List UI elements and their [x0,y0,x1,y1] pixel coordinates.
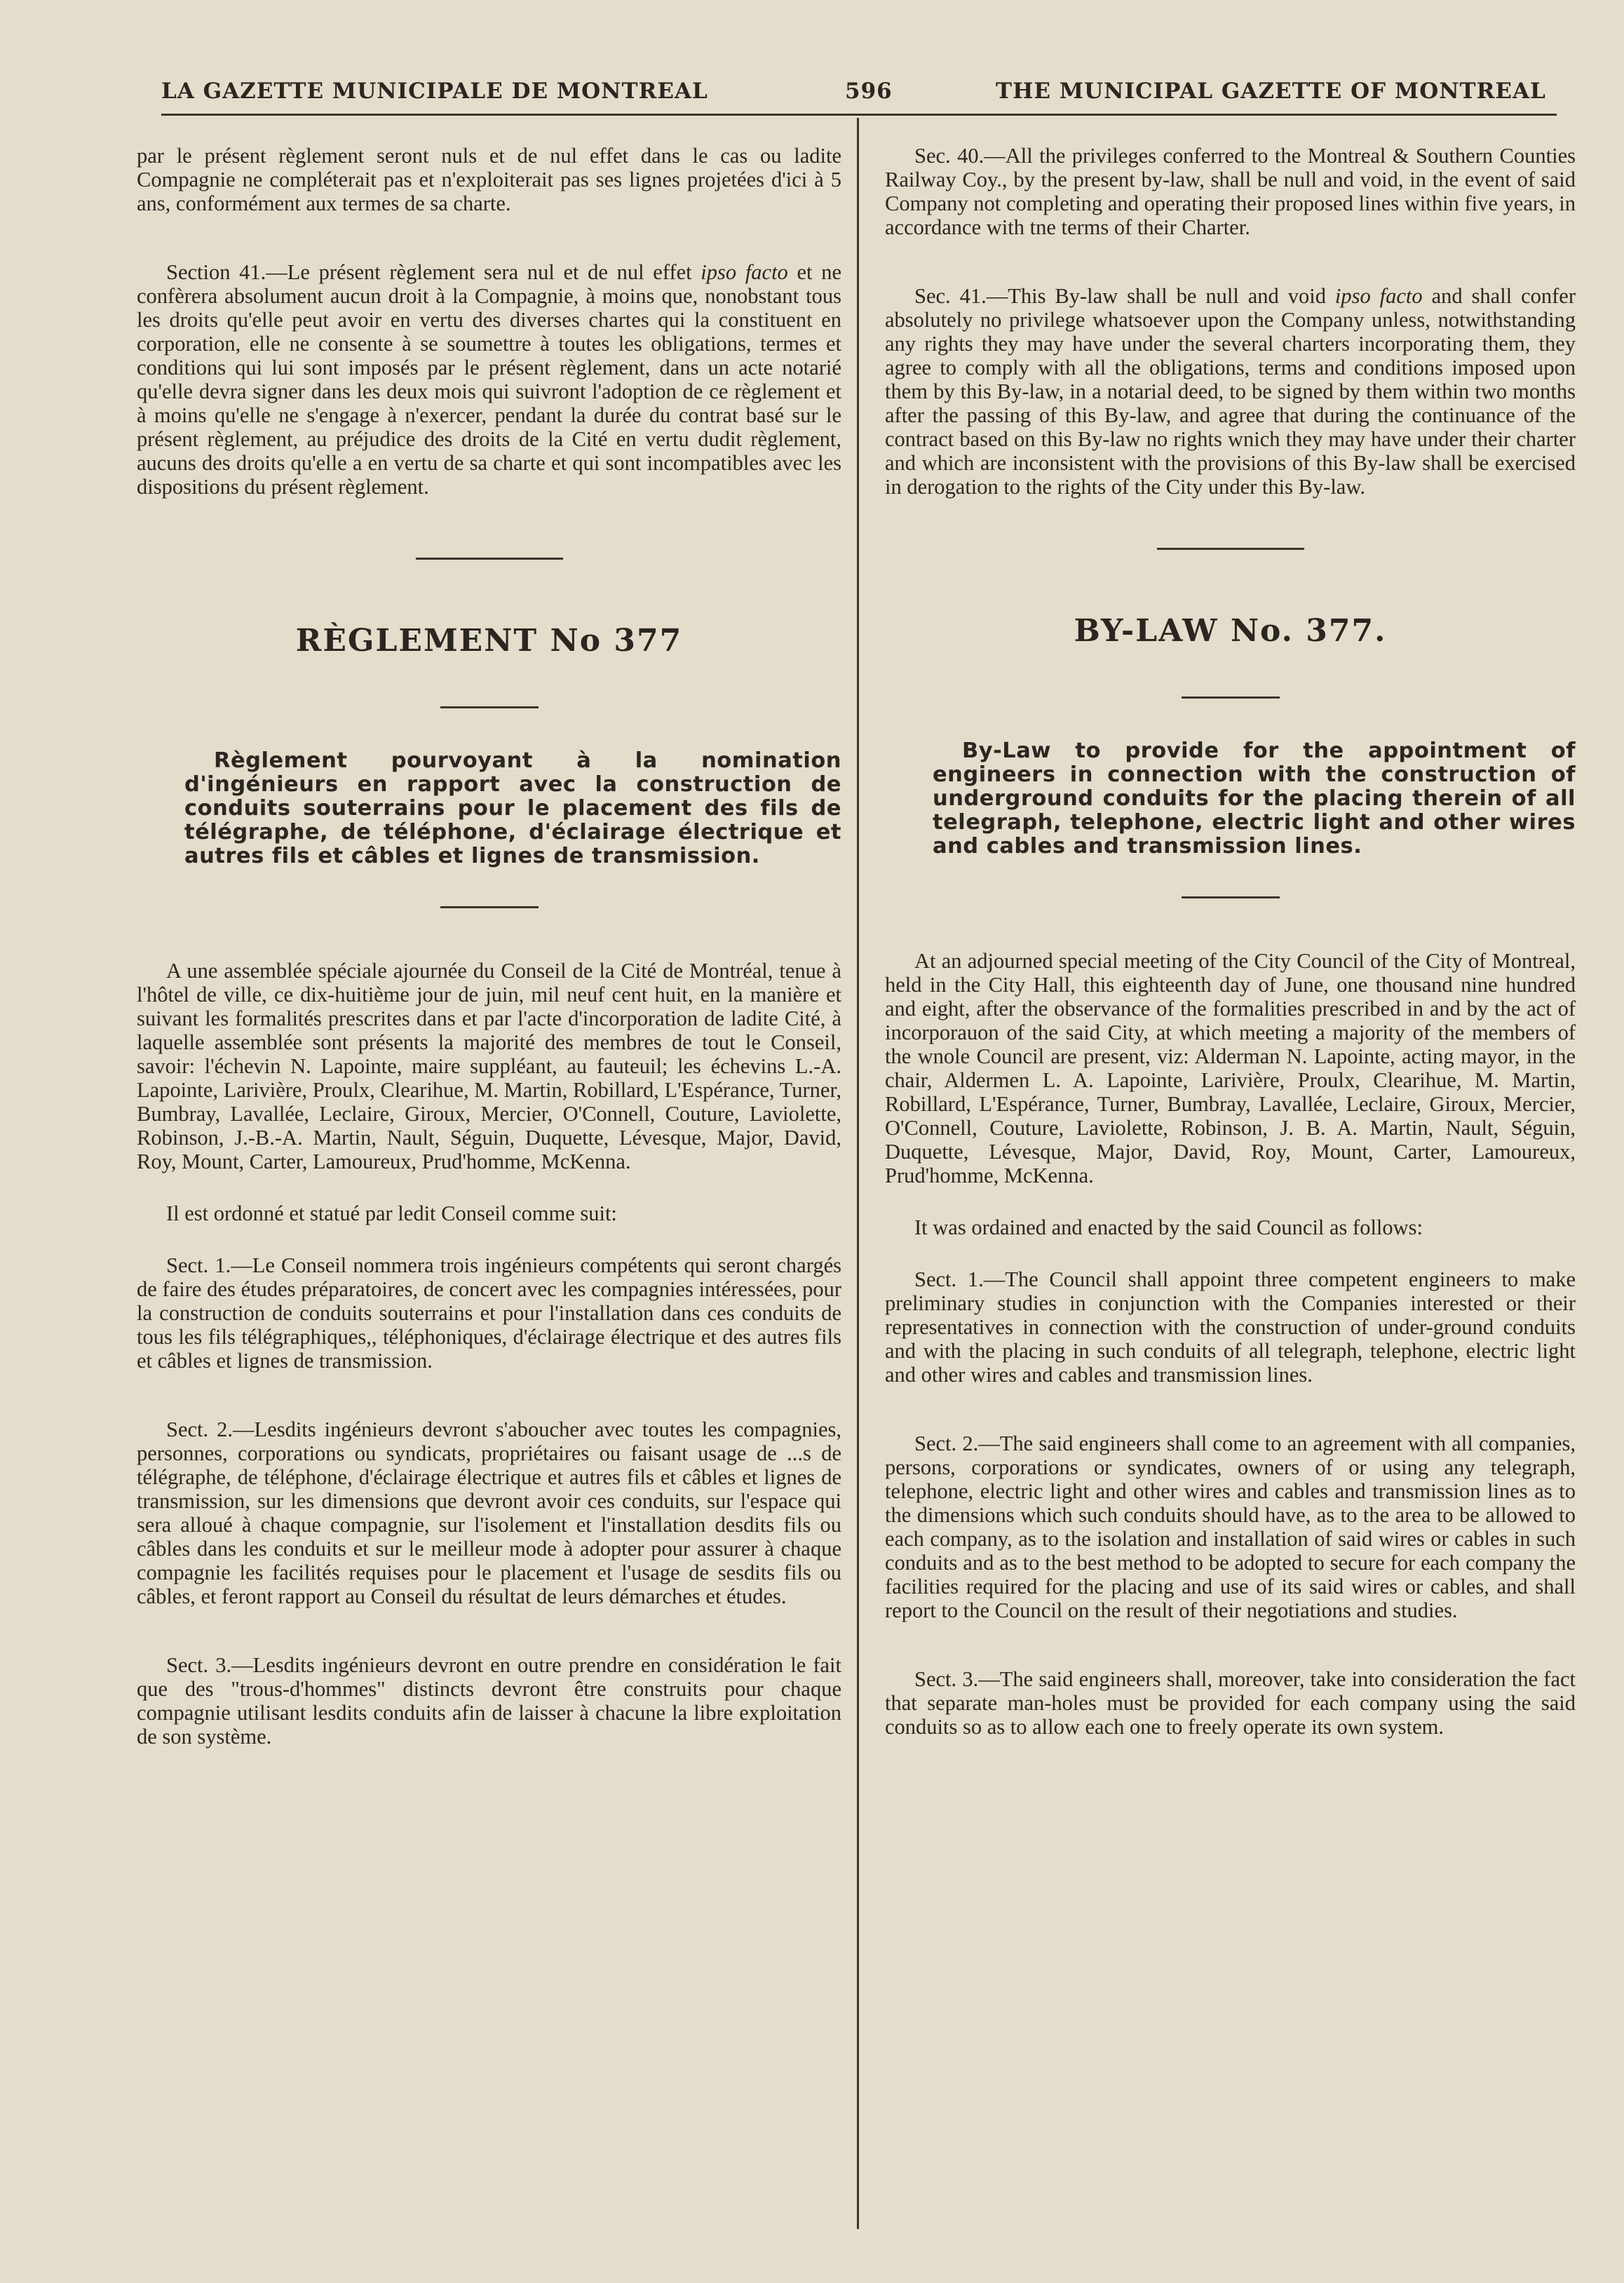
en-section-3: Sect. 3.—The said engineers shall, moreover, take into consideration the fact that separate man-holes must be provided for each company using the said conduits so as to allow each one to freely operate its own system. [885,1667,1576,1739]
fr-section-2: Sect. 2.—Lesdits ingénieurs devront s'aboucher avec toutes les compagnies, personnes, corporations ou syndicats, propriétaires ou faisant usage de ...s de télégraphe, de téléphone, d'éclairage électrique et autres fils et câbles et lignes de transmission, sur les dimensions que devront avoir ces conduits, sur l'espace qui sera alloué à chaque compagnie, sur l'isolement et l'installation desdits fils ou câbles dans les conduits et sur le meilleur mode à adopter pour assurer à chaque compagnie les facilités requises pour le placement et l'usage de sesdits fils ou câbles, et feront rapport au Conseil du résultat de leurs démarches et études. [137,1417,841,1608]
fr-section-1: Sect. 1.—Le Conseil nommera trois ingénieurs compétents qui seront chargés de faire des études préparatoires, de concert avec les compagnies intéressées, pour la construction de conduits souterrains et pour l'installation dans ces conduits de tous les fils télégraphiques,, téléphoniques, d'éclairage électrique et des autres fils et câbles et lignes de transmission. [137,1253,841,1373]
fr-ordained: Il est ordonné et statué par ledit Conseil comme suit: [166,1201,617,1225]
column-divider [857,118,859,2229]
fr-section-3: Sect. 3.—Lesdits ingénieurs devront en outre prendre en considération le fait que des "trous-d'hommes" distincts devront être construits pour chaque compagnie utilisant lesdits conduits afin de laisser à chacune la libre exploitation de son système. [137,1653,841,1749]
en-preamble: At an adjourned special meeting of the City Council of the City of Montreal, held in the City Hall, this eighteenth day of June, one thousand nine hundred and eight, after the observance of the formalities prescribed in and by the act of incorporauon of the said City, at which meeting a majority of the members of the wnole Council are present, viz: Alderman N. Lapointe, acting mayor, in the chair, Aldermen L. A. Lapointe, Larivière, Proulx, Clearihue, M. Martin, Robillard, L'Espérance, Turner, Bumbray, Lavallée, Leclaire, Giroux, Mercier, O'Connell, Couture, Laviolette, Robinson, J. B. A. Martin, Nault, Séguin, Duquette, Lévesque, Major, David, Roy, Mount, Carter, Lamoureux, Prud'homme, McKenna. [885,949,1576,1187]
header-english-title: THE MUNICIPAL GAZETTE OF MONTREAL [996,79,1546,104]
fr-bylaw-title: RÈGLEMENT No 377 [295,623,683,659]
english-column [885,144,1576,1739]
en-section-2: Sect. 2.—The said engineers shall come to an agreement with all companies, persons, corporations or syndicates, owners of or using any telegraph, telephone, electric light and other wires and cables and transmission lines as to the dimensions which such conduits should have, as to the area to be allowed to each company, as to the isolation and installation of said wires or cables in such conduits and as to the best method to be adopted to secure for each company the facilities required for the placing and use of its said wires or cables, and shall report to the Council on the result of their negotiations and studies. [885,1432,1576,1622]
fr-section-41: Section 41.—Le présent règlement sera nul et de nul effet ipso facto et ne confèrera absolument aucun droit à la Compagnie, à moins que, nonobstant tous les droits qu'elle peut avoir en vertu des diverses chartes qui la constituent en corporation, elle ne consente à se soumettre à toutes les obligations, termes et conditions qui lui sont imposés par le présent règlement, dans un acte notarié qu'elle devra signer dans les deux mois qui suivront l'adoption de ce règlement et à moins qu'elle ne s'engage à n'exercer, pendant la durée du contrat basé sur le présent règlement, au préjudice des droits de la Cité en vertu dudit règlement, aucuns des droits qu'elle a en vertu de sa charte et qui sont incompatibles avec les dispositions du présent règlement. [137,260,841,499]
fr-bylaw-summary: Règlement pourvoyant à la nomination d'ingénieurs en rapport avec la construction de conduits souterrains pour le placement des fils de télégraphe, de téléphone, d'éclairage électrique et autres fils et câbles et lignes de transmission. [184,748,841,868]
fr-preamble: A une assemblée spéciale ajournée du Conseil de la Cité de Montréal, tenue à l'hôtel de ville, ce dix-huitième jour de juin, mil neuf cent huit, en la manière et suivant les formalités prescrites dans et par l'acte d'incorporation de ladite Cité, à laquelle assemblée sont présents la majorité des membres de tout le Conseil, savoir: l'échevin N. Lapointe, maire suppléant, au fauteuil; les échevins L.-A. Lapointe, Larivière, Proulx, Clearihue, M. Martin, Robillard, L'Espérance, Turner, Bumbray, Lavallée, Leclaire, Giroux, Mercier, O'Connell, Couture, Laviolette, Robinson, J.-B.-A. Martin, Nault, Séguin, Duquette, Lévesque, Major, David, Roy, Mount, Carter, Lamoureux, Prud'homme, McKenna. [137,959,841,1173]
en-section-1: Sect. 1.—The Council shall appoint three competent engineers to make preliminary studies in conjunction with the Companies interested or their representatives in connection with the construction of under-ground conduits and with the placing in such conduits of all telegraph, telephone, electric light and other wires and cables and transmission lines. [885,1267,1576,1387]
en-bylaw-summary: By-Law to provide for the appointment of engineers in connection with the construction of underground conduits for the placing therein of all telegraph, telephone, electric light and other wires and cables and transmission lines. [933,739,1576,858]
french-column [137,144,841,1749]
en-section-41: Sec. 41.—This By-law shall be null and void ipso facto and shall confer absolutely no privilege whatsoever upon the Company unless, notwithstanding any rights they may have under the several charters incorporating them, they agree to comply with all the obligations, terms and conditions imposed upon them by this By-law, in a notarial deed, to be signed by them within two months after the passing of this By-law, and agree that during the continuance of the contract based on this By-law no rights wnich they may have under their charter and which are inconsistent with the provisions of this By-law shall be exercised in derogation to the rights of the City under this By-law. [885,284,1576,499]
fr-continued-paragraph: par le présent règlement seront nuls et de nul effet dans le cas ou ladite Compagnie ne compléterait pas et n'exploiterait pas ses lignes projetées d'ici à 5 ans, conformément aux termes de sa charte. [137,144,841,215]
en-bylaw-title: BY-LAW No. 377. [1074,613,1387,649]
header-rule [161,114,1557,116]
header-french-title: LA GAZETTE MUNICIPALE DE MONTREAL [161,79,708,104]
en-section-40: Sec. 40.—All the privileges conferred to the Montreal & Southern Counties Railway Coy., by the present by-law, shall be null and void, in the event of said Company not completing and operating their proposed lines within five years, in accordance with tne terms of their Charter. [885,144,1576,239]
en-ordained: It was ordained and enacted by the said Council as follows: [914,1215,1423,1239]
page-header [161,79,1557,114]
page-number: 596 [845,79,893,104]
